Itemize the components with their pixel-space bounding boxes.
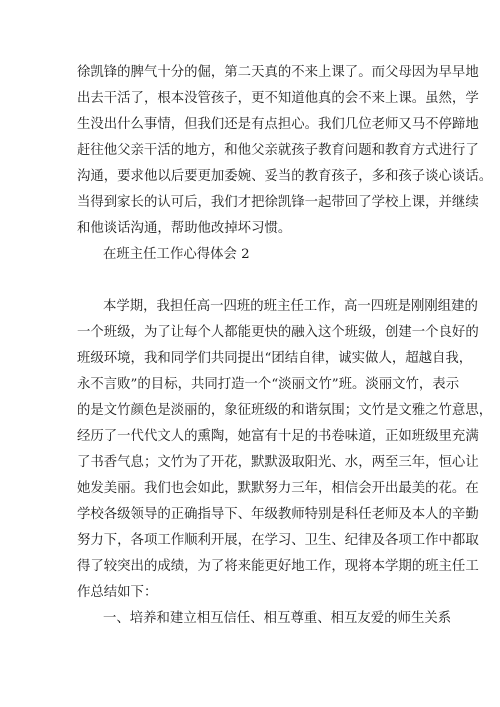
paragraph1-line-3: 生没出什么事情，但我们还是有点担心。我们几位老师又马不停蹄地 xyxy=(77,117,479,132)
paragraph2-line-9: 学校各级领导的正确指导下、年级教师特别是科任老师及本人的辛勤 xyxy=(77,507,479,522)
paragraph2-line-5: 的是文竹颜色是淡丽的，象征班级的和谐氛围；文竹是文雅之竹意思， xyxy=(77,403,493,418)
paragraph2-line-6: 经历了一代代文人的熏陶，她富有十足的书卷味道，正如班级里充满 xyxy=(77,429,479,444)
paragraph2-line-12: 作总结如下： xyxy=(77,585,158,600)
paragraph1-line-1: 徐凯锋的脾气十分的倔，第二天真的不来上课了。而父母因为早早地 xyxy=(77,65,479,80)
paragraph1-line-2: 出去干活了，根本没管孩子，更不知道他真的会不来上课。虽然，学 xyxy=(77,91,479,106)
paragraph1-line-6: 当得到家长的认可后，我们才把徐凯锋一起带回了学校上课，并继续 xyxy=(77,195,479,210)
paragraph1-line-5: 沟通，要求他以后要更加委婉、妥当的教育孩子，多和孩子谈心谈话。 xyxy=(77,169,493,184)
section-title: 在班主任工作心得体会 2 xyxy=(103,247,250,262)
paragraph1-line-4: 赶往他父亲干活的地方，和他父亲就孩子教育问题和教育方式进行了 xyxy=(77,143,479,158)
paragraph1-line-7: 和他谈话沟通，帮助他改掉坏习惯。 xyxy=(77,221,292,236)
subheading: 一、培养和建立相互信任、相互尊重、相互友爱的师生关系 xyxy=(103,611,452,626)
paragraph2-line-2: 一个班级，为了让每个人都能更快的融入这个班级，创建一个良好的 xyxy=(77,325,479,340)
paragraph2-line-1: 本学期，我担任高一四班的班主任工作，高一四班是刚刚组建的 xyxy=(103,299,478,314)
paragraph2-line-8: 她发美丽。我们也会如此，默默努力三年，相信会开出最美的花。在 xyxy=(77,481,479,496)
paragraph2-line-10: 努力下，各项工作顺利开展，在学习、卫生、纪律及各项工作中都取 xyxy=(77,533,479,548)
paragraph2-line-11: 得了较突出的成绩，为了将来能更好地工作，现将本学期的班主任工 xyxy=(77,559,479,574)
paragraph2-line-3: 班级环境，我和同学们共同提出“团结自律，诚实做人，超越自我， xyxy=(77,351,473,366)
paragraph2-line-7: 了书香气息；文竹为了开花，默默汲取阳光、水，两至三年，恒心让 xyxy=(77,455,479,470)
paragraph2-line-4: 永不言败”的目标，共同打造一个“淡丽文竹”班。淡丽文竹，表示 xyxy=(77,377,460,392)
